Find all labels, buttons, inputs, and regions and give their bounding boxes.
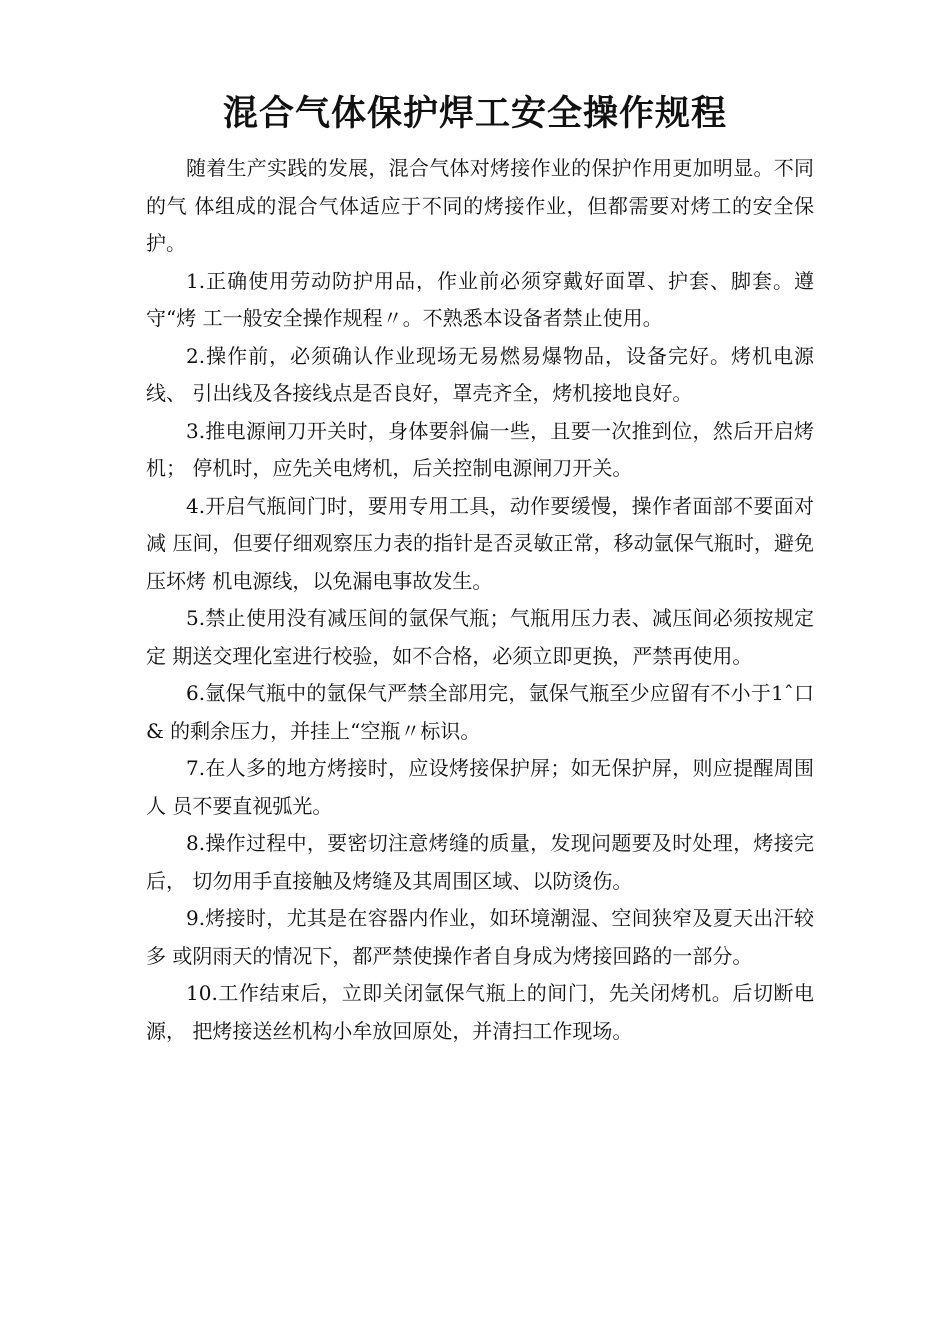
rule-item-7: 7.在人多的地方烤接时，应设烤接保护屏；如无保护屏，则应提醒周围人 员不要直视弧光。 xyxy=(146,756,814,818)
rule-item-5: 5.禁止使用没有减压间的氩保气瓶；气瓶用压力表、减压间必须按规定定 期送交理化室进行校验，如不合格，必须立即更换，严禁再使用。 xyxy=(146,606,814,668)
intro-paragraph: 随着生产实践的发展，混合气体对烤接作业的保护作用更加明显。不同的气 体组成的混合气体适应于不同的烤接作业，但都需要对烤工的安全保护。 xyxy=(146,156,814,255)
document-body xyxy=(146,150,814,1050)
rule-item-3: 3.推电源闸刀开关时，身体要斜偏一些，且要一次推到位，然后开启烤机； 停机时，应先关电烤机，后关控制电源闸刀开关。 xyxy=(146,418,814,480)
rule-item-8: 8.操作过程中，要密切注意烤缝的质量，发现问题要及时处理，烤接完后， 切勿用手直接触及烤缝及其周围区域、以防烫伤。 xyxy=(146,831,814,893)
rule-item-6: 6.氩保气瓶中的氩保气严禁全部用完，氩保气瓶至少应留有不小于1ˆ口& 的剩余压力，并挂上“空瓶〃标识。 xyxy=(146,681,814,743)
rule-item-1: 1.正确使用劳动防护用品，作业前必须穿戴好面罩、护套、脚套。遵守“烤 工一般安全操作规程〃。不熟悉本设备者禁止使用。 xyxy=(146,268,814,330)
rule-item-2: 2.操作前，必须确认作业现场无易燃易爆物品，设备完好。烤机电源线、 引出线及各接线点是否良好，罩壳齐全，烤机接地良好。 xyxy=(146,343,814,405)
rule-item-4: 4.开启气瓶间门时，要用专用工具，动作要缓慢，操作者面部不要面对减 压间，但要仔细观察压力表的指针是否灵敏正常，移动氩保气瓶时，避免压坏烤 机电源线，以免漏电事故发生。 xyxy=(146,493,814,593)
rule-item-9: 9.烤接时，尤其是在容器内作业，如环境潮湿、空间狭窄及夏天出汗较多 或阴雨天的情况下，都严禁使操作者自身成为烤接回路的一部分。 xyxy=(146,906,814,968)
rule-item-10: 10.工作结束后，立即关闭氩保气瓶上的间门，先关闭烤机。后切断电源， 把烤接送丝机构小牟放回原处，并清扫工作现场。 xyxy=(146,981,814,1043)
document-title: 混合气体保护焊工安全操作规程 xyxy=(222,94,727,134)
